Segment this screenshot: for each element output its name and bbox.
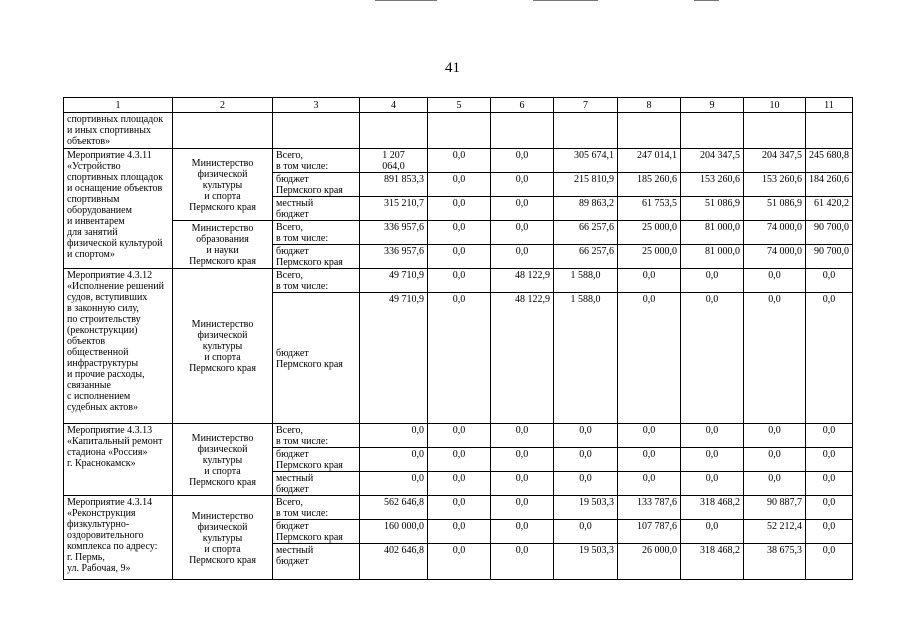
responsible-org: Министерство физической культуры и спорта Пермского края	[173, 149, 273, 221]
page-number: 41	[445, 60, 460, 76]
value-cell: 49 710,9	[360, 269, 428, 293]
value-cell: 0,0	[806, 520, 853, 544]
header-row	[64, 98, 853, 113]
value-cell: 0,0	[618, 448, 681, 472]
value-cell: 107 787,6	[618, 520, 681, 544]
col-header: 7	[554, 98, 618, 113]
empty-cell	[554, 113, 618, 149]
funding-source: бюджет Пермского края	[273, 173, 360, 197]
value-cell: 0,0	[428, 472, 491, 496]
value-cell: 204 347,5	[681, 149, 744, 173]
value-cell: 81 000,0	[681, 221, 744, 245]
value-cell: 25 000,0	[618, 245, 681, 269]
continuation-row	[64, 113, 853, 149]
value-cell: 336 957,6	[360, 221, 428, 245]
empty-cell	[681, 113, 744, 149]
value-cell: 0,0	[554, 424, 618, 448]
value-cell: 0,0	[428, 173, 491, 197]
funding-source: Всего, в том числе:	[273, 424, 360, 448]
funding-source: бюджет Пермского края	[273, 448, 360, 472]
value-cell: 0,0	[491, 424, 554, 448]
col-header: 5	[428, 98, 491, 113]
measure-description: Мероприятие 4.3.11 «Устройство спортивных площадок и оснащение объектов спортивным оборудованием и инвентарем для занятий физической культурой и спортом»	[64, 149, 173, 269]
budget-table	[63, 97, 853, 580]
value-cell: 66 257,6	[554, 245, 618, 269]
value-cell: 0,0	[491, 472, 554, 496]
value-cell: 204 347,5	[744, 149, 806, 173]
value-cell: 38 675,3	[744, 544, 806, 580]
value-cell: 1 588,0	[554, 293, 618, 424]
value-cell: 245 680,8	[806, 149, 853, 173]
funding-source: местный бюджет	[273, 197, 360, 221]
value-cell: 74 000,0	[744, 245, 806, 269]
table-row	[64, 221, 853, 245]
col-header: 2	[173, 98, 273, 113]
value-cell: 0,0	[806, 424, 853, 448]
value-cell: 0,0	[806, 472, 853, 496]
value-cell: 318 468,2	[681, 496, 744, 520]
value-cell: 133 787,6	[618, 496, 681, 520]
value-cell: 0,0	[428, 424, 491, 448]
responsible-org: Министерство физической культуры и спорта Пермского края	[173, 424, 273, 496]
value-cell: 0,0	[491, 448, 554, 472]
value-cell: 247 014,1	[618, 149, 681, 173]
col-header: 1	[64, 98, 173, 113]
value-cell: 90 700,0	[806, 245, 853, 269]
value-cell: 0,0	[491, 520, 554, 544]
value-cell: 185 260,6	[618, 173, 681, 197]
col-header: 9	[681, 98, 744, 113]
funding-source: Всего, в том числе:	[273, 221, 360, 245]
value-cell: 1 588,0	[554, 269, 618, 293]
value-cell: 184 260,6	[806, 173, 853, 197]
value-cell: 0,0	[618, 424, 681, 448]
value-cell: 0,0	[681, 472, 744, 496]
value-cell: 0,0	[806, 269, 853, 293]
value-cell: 66 257,6	[554, 221, 618, 245]
value-cell: 48 122,9	[491, 269, 554, 293]
col-header: 3	[273, 98, 360, 113]
top-rule	[533, 0, 598, 1]
responsible-org: Министерство физической культуры и спорта Пермского края	[173, 496, 273, 580]
funding-source: бюджет Пермского края	[273, 293, 360, 424]
funding-source: местный бюджет	[273, 472, 360, 496]
empty-cell	[360, 113, 428, 149]
value-cell: 0,0	[806, 496, 853, 520]
value-cell: 0,0	[491, 173, 554, 197]
table-row	[64, 424, 853, 448]
value-cell: 0,0	[744, 472, 806, 496]
value-cell: 0,0	[618, 269, 681, 293]
top-rule	[694, 0, 719, 1]
funding-source: бюджет Пермского края	[273, 245, 360, 269]
value-cell: 0,0	[491, 496, 554, 520]
value-cell: 0,0	[554, 448, 618, 472]
funding-source: Всего, в том числе:	[273, 496, 360, 520]
col-header: 4	[360, 98, 428, 113]
value-cell: 26 000,0	[618, 544, 681, 580]
value-cell: 0,0	[428, 448, 491, 472]
funding-source: Всего, в том числе:	[273, 269, 360, 293]
value-cell: 0,0	[360, 448, 428, 472]
value-cell: 74 000,0	[744, 221, 806, 245]
value-cell: 49 710,9	[360, 293, 428, 424]
top-rule	[375, 0, 437, 1]
value-cell: 0,0	[491, 245, 554, 269]
value-cell: 25 000,0	[618, 221, 681, 245]
value-cell: 51 086,9	[744, 197, 806, 221]
value-cell: 0,0	[744, 448, 806, 472]
empty-cell	[273, 113, 360, 149]
funding-source: местный бюджет	[273, 544, 360, 580]
value-cell: 402 646,8	[360, 544, 428, 580]
value-cell: 61 420,2	[806, 197, 853, 221]
value-cell: 0,0	[491, 221, 554, 245]
value-cell: 0,0	[681, 448, 744, 472]
value-cell: 90 887,7	[744, 496, 806, 520]
empty-cell	[491, 113, 554, 149]
value-cell: 0,0	[360, 424, 428, 448]
value-cell: 336 957,6	[360, 245, 428, 269]
value-cell: 0,0	[618, 293, 681, 424]
table-row	[64, 496, 853, 520]
value-cell: 0,0	[618, 472, 681, 496]
value-cell: 51 086,9	[681, 197, 744, 221]
measure-description: Мероприятие 4.3.12 «Исполнение решений судов, вступивших в законную силу, по строительству (реконструкции) объектов общественной инфраструктуры и прочие расходы, связанные с исполнением судебных актов»	[64, 269, 173, 424]
empty-cell	[806, 113, 853, 149]
empty-cell	[173, 113, 273, 149]
responsible-org: Министерство образования и науки Пермского края	[173, 221, 273, 269]
value-cell: 19 503,3	[554, 496, 618, 520]
measure-description: Мероприятие 4.3.13 «Капитальный ремонт стадиона «Россия» г. Краснокамск»	[64, 424, 173, 496]
measure-description: Мероприятие 4.3.14 «Реконструкция физкультурно- оздоровительного комплекса по адресу: г. Пермь, ул. Рабочая, 9»	[64, 496, 173, 580]
value-cell: 61 753,5	[618, 197, 681, 221]
value-cell: 0,0	[428, 496, 491, 520]
value-cell: 160 000,0	[360, 520, 428, 544]
value-cell: 0,0	[428, 149, 491, 173]
value-cell: 0,0	[491, 544, 554, 580]
col-header: 10	[744, 98, 806, 113]
value-cell: 0,0	[806, 293, 853, 424]
value-cell: 0,0	[428, 293, 491, 424]
col-header: 8	[618, 98, 681, 113]
value-cell: 153 260,6	[744, 173, 806, 197]
value-cell: 90 700,0	[806, 221, 853, 245]
value-cell: 562 646,8	[360, 496, 428, 520]
value-cell: 0,0	[428, 197, 491, 221]
value-cell: 0,0	[428, 544, 491, 580]
value-cell: 0,0	[428, 245, 491, 269]
value-cell: 0,0	[428, 269, 491, 293]
value-cell: 0,0	[681, 293, 744, 424]
value-cell: 0,0	[744, 293, 806, 424]
table-row	[64, 269, 853, 293]
value-cell: 891 853,3	[360, 173, 428, 197]
value-cell: 0,0	[806, 544, 853, 580]
value-cell: 19 503,3	[554, 544, 618, 580]
value-cell: 0,0	[428, 520, 491, 544]
empty-cell	[618, 113, 681, 149]
col-header: 6	[491, 98, 554, 113]
value-cell: 215 810,9	[554, 173, 618, 197]
value-cell: 318 468,2	[681, 544, 744, 580]
value-cell: 0,0	[681, 424, 744, 448]
value-cell: 0,0	[744, 269, 806, 293]
funding-source: Всего, в том числе:	[273, 149, 360, 173]
measure-description: спортивных площадок и иных спортивных объектов»	[64, 113, 173, 149]
value-cell: 0,0	[491, 149, 554, 173]
responsible-org: Министерство физической культуры и спорта Пермского края	[173, 269, 273, 424]
value-cell: 153 260,6	[681, 173, 744, 197]
value-cell: 0,0	[428, 221, 491, 245]
value-cell: 81 000,0	[681, 245, 744, 269]
value-cell: 0,0	[744, 424, 806, 448]
value-cell: 89 863,2	[554, 197, 618, 221]
value-cell: 0,0	[554, 520, 618, 544]
col-header: 11	[806, 98, 853, 113]
value-cell: 1 207 064,0	[360, 149, 428, 173]
value-cell: 315 210,7	[360, 197, 428, 221]
empty-cell	[744, 113, 806, 149]
empty-cell	[428, 113, 491, 149]
value-cell: 0,0	[491, 197, 554, 221]
table-row	[64, 149, 853, 173]
value-cell: 0,0	[681, 269, 744, 293]
value-cell: 52 212,4	[744, 520, 806, 544]
value-cell: 305 674,1	[554, 149, 618, 173]
value-cell: 0,0	[806, 448, 853, 472]
value-cell: 48 122,9	[491, 293, 554, 424]
value-cell: 0,0	[360, 472, 428, 496]
value-cell: 0,0	[681, 520, 744, 544]
value-cell: 0,0	[554, 472, 618, 496]
funding-source: бюджет Пермского края	[273, 520, 360, 544]
